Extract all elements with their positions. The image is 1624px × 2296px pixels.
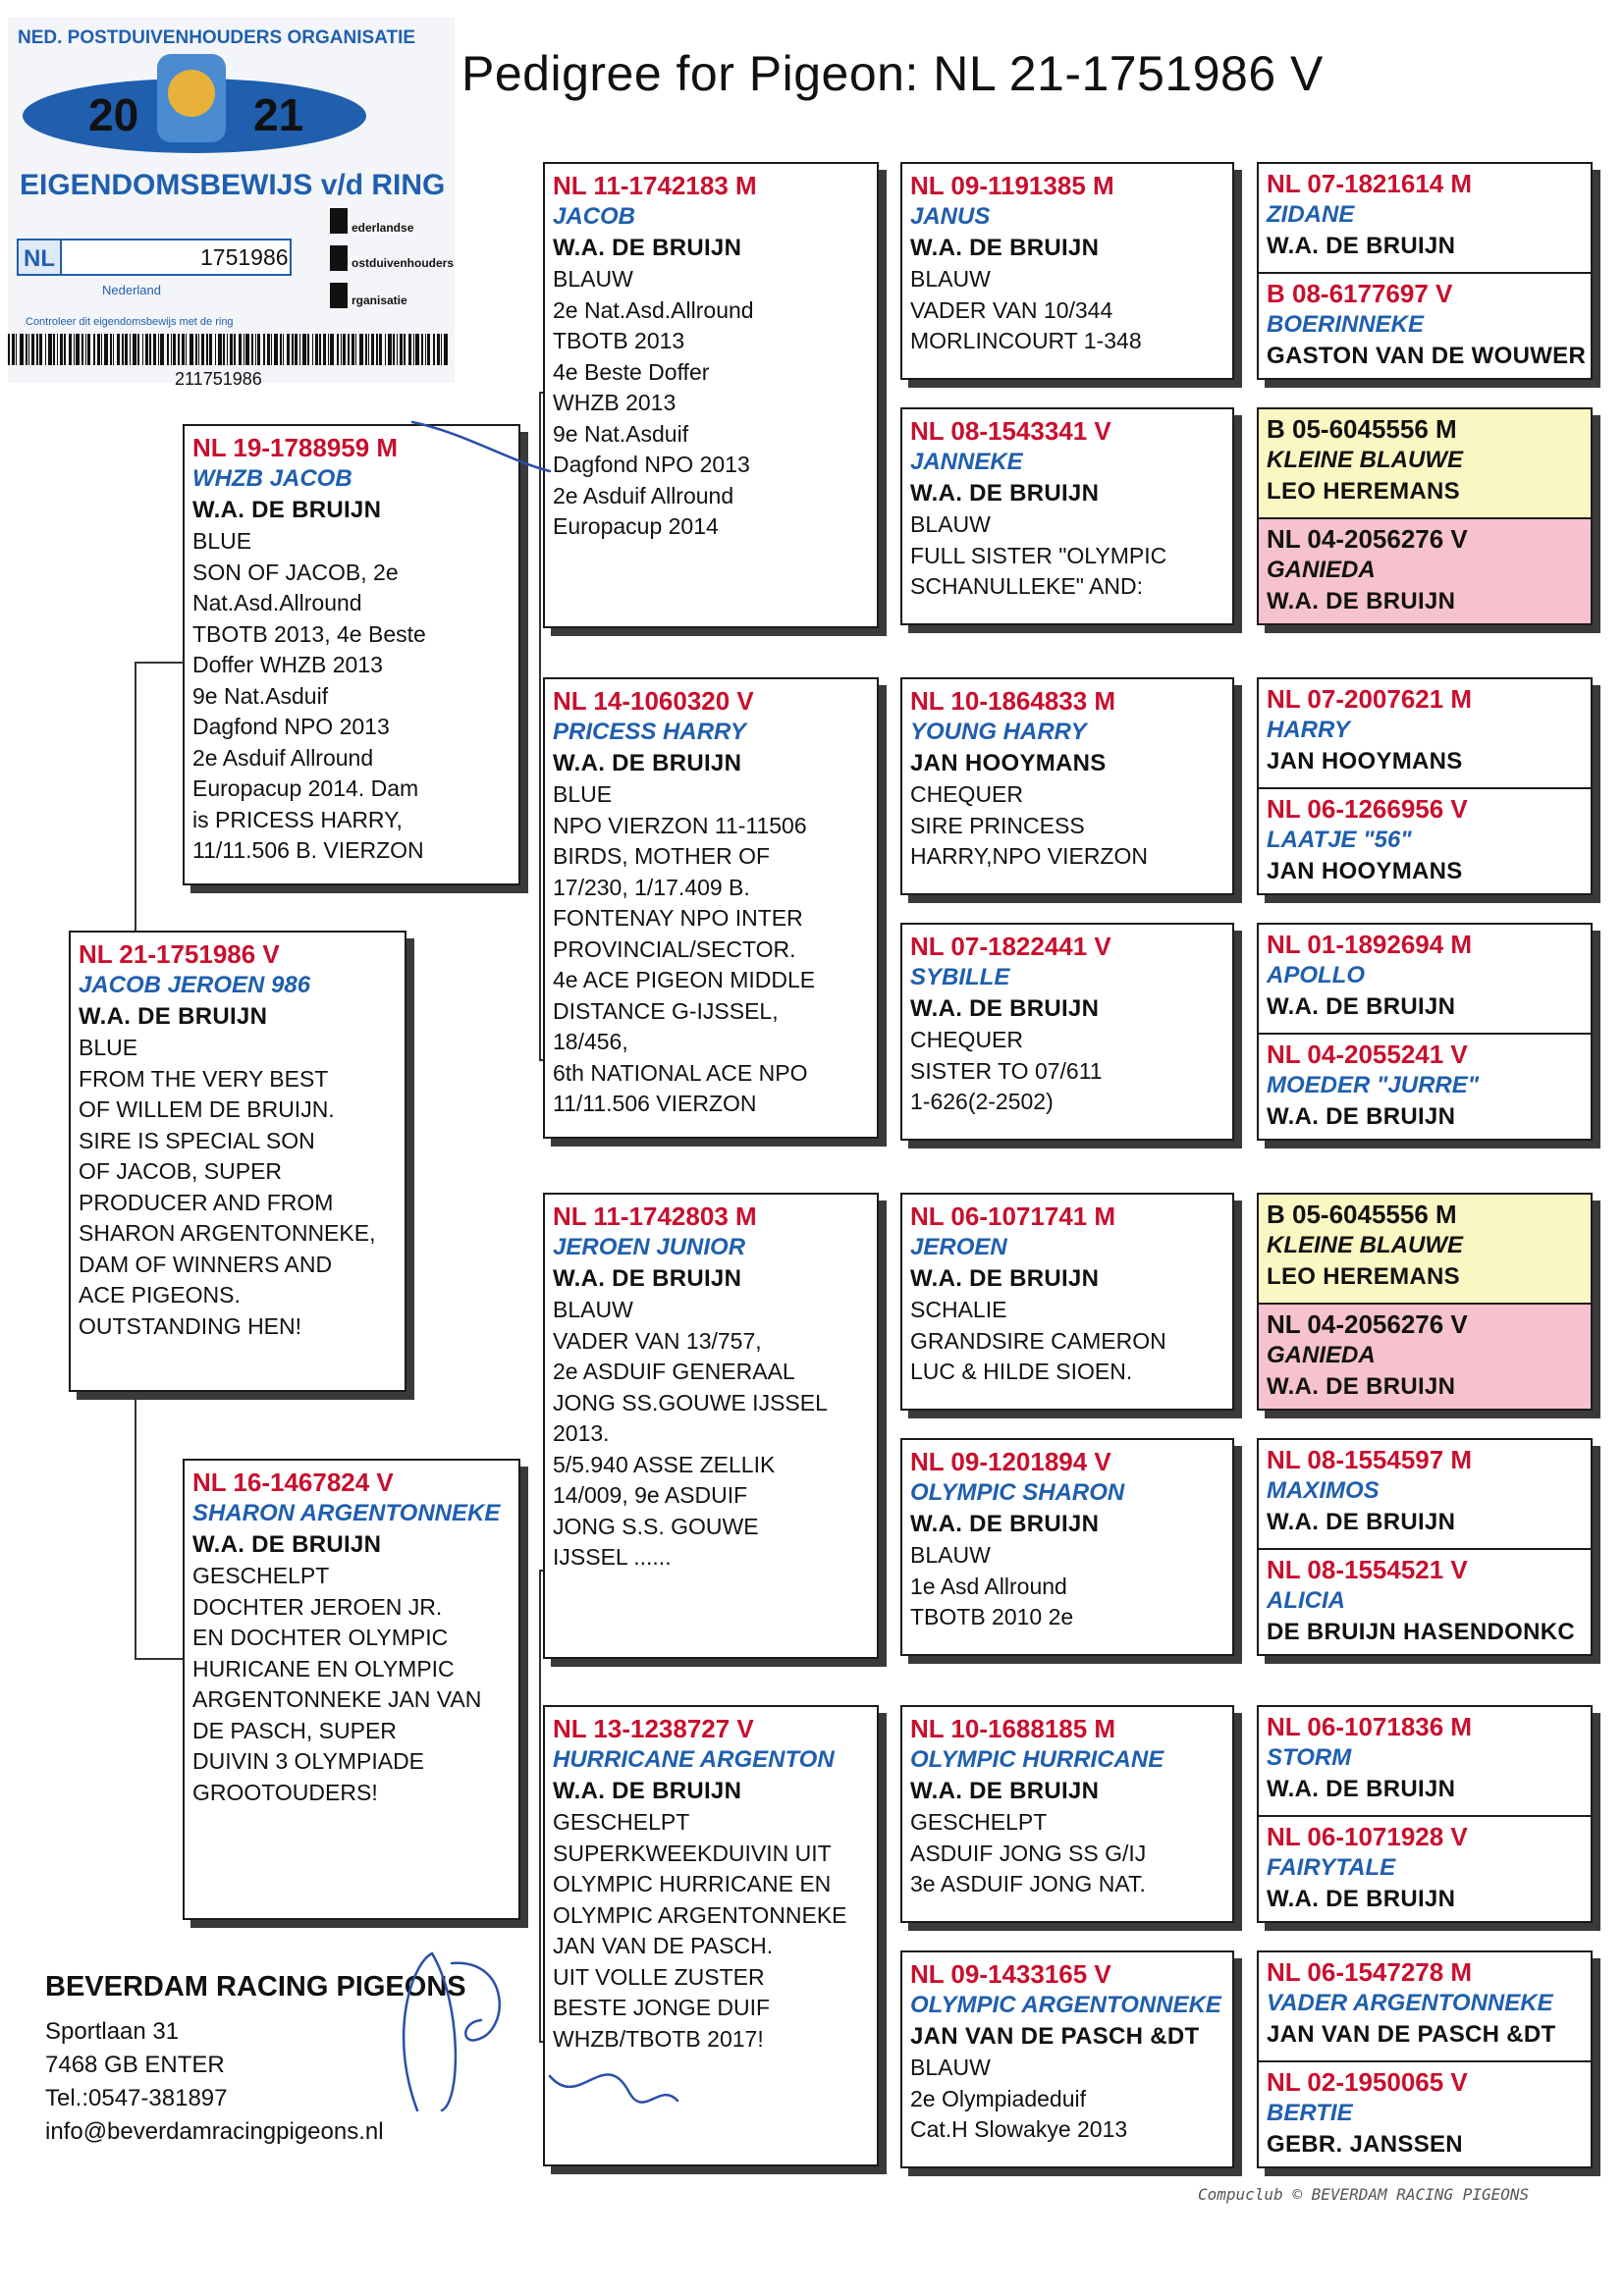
note-line: DISTANCE G-IJSSEL, (553, 997, 779, 1024)
note-line: OUTSTANDING HEN! (79, 1312, 302, 1339)
address-street: Sportlaan 31 (45, 2018, 180, 2045)
pigeon-id: NL 11-1742803 M (553, 1201, 757, 1231)
pigeon-breeder: W.A. DE BRUIJN (1267, 1886, 1456, 1912)
note-line: FULL SISTER "OLYMPIC (910, 542, 1167, 568)
pigeon-name: BERTIE (1267, 2100, 1353, 2126)
phone: Tel.:0547-381897 (45, 2085, 228, 2111)
pigeon-breeder: W.A. DE BRUIJN (192, 1531, 382, 1558)
note-line: 1-626(2-2502) (910, 1089, 1054, 1114)
pigeon-breeder: W.A. DE BRUIJN (1267, 1776, 1456, 1802)
pigeon-name: JANNEKE (910, 449, 1023, 475)
pigeon-name: JACOB JEROEN 986 (79, 972, 311, 998)
note-line: GESCHELPT (553, 1809, 690, 1835)
pigeon-id: NL 06-1071836 M (1267, 1712, 1473, 1741)
pigeon-breeder: W.A. DE BRUIJN (910, 1778, 1100, 1804)
note-line: ACE PIGEONS. (79, 1282, 241, 1308)
cert-ring-number: 1751986 (200, 244, 289, 270)
pigeon-name: YOUNG HARRY (910, 719, 1087, 745)
note-line: 11/11.506 B. VIERZON (192, 837, 424, 863)
note-line: 1e Asd Allround (910, 1573, 1067, 1599)
pigeon-breeder: JAN HOOYMANS (910, 750, 1107, 776)
pigeon-id: NL 04-2056276 V (1267, 1309, 1468, 1339)
pigeon-breeder: W.A. DE BRUIJN (553, 1265, 742, 1292)
pigeon-id: NL 11-1742183 M (553, 171, 757, 200)
pigeon-name: SYBILLE (910, 964, 1010, 990)
note-line: GESCHELPT (192, 1563, 330, 1588)
pigeon-name: JACOB (553, 203, 636, 230)
company-name: BEVERDAM RACING PIGEONS (45, 1971, 466, 2002)
pigeon-id: NL 10-1688185 M (910, 1714, 1116, 1743)
note-line: NPO VIERZON 11-11506 (553, 812, 807, 838)
pigeon-id: NL 09-1201894 V (910, 1447, 1111, 1476)
note-line: FROM THE VERY BEST (79, 1065, 329, 1092)
pigeon-name: BOERINNEKE (1267, 311, 1425, 338)
cert-logo-line-3: rganisatie (352, 294, 407, 307)
note-line: 18/456, (553, 1029, 628, 1054)
note-line: DE PASCH, SUPER (192, 1717, 397, 1743)
note-line: SUPERKWEEKDUIVIN UIT (553, 1840, 832, 1866)
pigeon-breeder: GEBR. JANSSEN (1267, 2131, 1463, 2158)
note-line: 6th NATIONAL ACE NPO (553, 1059, 808, 1086)
pigeon-name: JEROEN (910, 1234, 1007, 1260)
note-line: 2e Asduif Allround (553, 482, 734, 508)
pigeon-name: WHZB JACOB (192, 465, 352, 492)
cert-nederland: Nederland (102, 283, 161, 297)
pigeon-id: NL 01-1892694 M (1267, 930, 1473, 959)
pigeon-breeder: W.A. DE BRUIJN (553, 750, 742, 776)
note-line: BESTE JONGE DUIF (553, 1995, 771, 2020)
note-line: Europacup 2014. Dam (192, 775, 419, 801)
note-line: HARRY,NPO VIERZON (910, 843, 1148, 869)
note-line: Cat.H Slowakye 2013 (910, 2116, 1128, 2142)
note-line: PRODUCER AND FROM (79, 1189, 334, 1215)
pigeon-id: B 05-6045556 M (1267, 1200, 1457, 1229)
pigeon-name: MAXIMOS (1267, 1477, 1380, 1504)
note-line: 4e ACE PIGEON MIDDLE (553, 967, 816, 992)
cert-logo-line-2: ostduivenhouders (352, 256, 455, 270)
note-line: DUIVIN 3 OLYMPIADE (192, 1748, 425, 1774)
pigeon-breeder: W.A. DE BRUIJN (1267, 993, 1456, 1020)
note-line: SIRE IS SPECIAL SON (79, 1127, 315, 1153)
pigeon-id: NL 07-1821614 M (1267, 169, 1473, 198)
note-line: BLAUW (910, 1542, 991, 1568)
note-line: 14/009, 9e ASDUIF (553, 1482, 748, 1508)
pigeon-breeder: JAN VAN DE PASCH &DT (910, 2023, 1200, 2050)
pigeon-name: GANIEDA (1267, 557, 1376, 583)
pigeon-id: NL 09-1191385 M (910, 171, 1114, 200)
note-line: 2e ASDUIF GENERAAL (553, 1359, 795, 1384)
pigeon-name: JEROEN JUNIOR (553, 1234, 746, 1260)
note-line: BLUE (79, 1035, 138, 1060)
note-line: UIT VOLLE ZUSTER (553, 1963, 765, 1990)
pigeon-name: VADER ARGENTONNEKE (1267, 1990, 1553, 2016)
note-line: 2e Olympiadeduif (910, 2085, 1086, 2111)
pigeon-breeder: W.A. DE BRUIJN (910, 235, 1100, 261)
pigeon-name: OLYMPIC SHARON (910, 1479, 1125, 1506)
pigeon-id: NL 07-1822441 V (910, 932, 1111, 961)
address-city: 7468 GB ENTER (45, 2052, 225, 2078)
pigeon-breeder: W.A. DE BRUIJN (1267, 588, 1456, 614)
note-line: LUC & HILDE SIOEN. (910, 1359, 1133, 1384)
note-line: BLUE (553, 781, 613, 807)
pigeon-id: NL 06-1071741 M (910, 1201, 1116, 1231)
cert-org: NED. POSTDUIVENHOUDERS ORGANISATIE (18, 27, 416, 48)
note-line: TBOTB 2013, 4e Beste (192, 620, 426, 647)
note-line: OF WILLEM DE BRUIJN. (79, 1096, 335, 1122)
note-line: MORLINCOURT 1-348 (910, 328, 1142, 353)
note-line: 2013. (553, 1420, 610, 1446)
pigeon-id: NL 08-1554521 V (1267, 1555, 1468, 1584)
note-line: 11/11.506 VIERZON (553, 1091, 757, 1116)
pigeon-id: NL 19-1788959 M (192, 433, 399, 462)
pigeon-name: OLYMPIC ARGENTONNEKE (910, 1992, 1221, 2018)
note-line: OLYMPIC ARGENTONNEKE (553, 1901, 847, 1928)
pigeon-id: NL 16-1467824 V (192, 1468, 394, 1497)
note-line: GRANDSIRE CAMERON (910, 1327, 1166, 1354)
note-line: WHZB/TBOTB 2017! (553, 2025, 764, 2052)
pigeon-breeder: W.A. DE BRUIJN (910, 1265, 1100, 1292)
note-line: VADER VAN 13/757, (553, 1327, 762, 1354)
note-line: Dagfond NPO 2013 (192, 714, 390, 739)
note-line: PROVINCIAL/SECTOR. (553, 935, 796, 962)
pigeon-name: MOEDER "JURRE" (1267, 1072, 1480, 1098)
pigeon-name: OLYMPIC HURRICANE (910, 1746, 1164, 1773)
note-line: Nat.Asd.Allround (192, 590, 362, 615)
note-line: 4e Beste Doffer (553, 358, 710, 385)
pigeon-breeder: JAN HOOYMANS (1267, 748, 1463, 774)
pigeon-id: NL 08-1554597 M (1267, 1445, 1473, 1474)
pigeon-id: NL 06-1071928 V (1267, 1822, 1468, 1851)
note-line: OLYMPIC HURRICANE EN (553, 1871, 832, 1896)
note-line: ARGENTONNEKE JAN VAN (192, 1686, 482, 1712)
note-line: DOCHTER JEROEN JR. (192, 1593, 443, 1620)
pigeon-name: GANIEDA (1267, 1342, 1376, 1368)
note-line: JONG S.S. GOUWE (553, 1513, 759, 1539)
note-line: 9e Nat.Asduif (553, 420, 689, 447)
note-line: 2e Nat.Asd.Allround (553, 296, 754, 323)
pigeon-breeder: W.A. DE BRUIJN (1267, 233, 1456, 259)
note-line: CHEQUER (910, 781, 1024, 807)
note-line: GROOTOUDERS! (192, 1779, 378, 1805)
note-line: BLAUW (553, 266, 633, 292)
pigeon-name: ZIDANE (1267, 201, 1355, 228)
note-line: BLUE (192, 528, 252, 554)
pigeon-breeder: DE BRUIJN HASENDONKC (1267, 1619, 1576, 1645)
note-line: BLAUW (553, 1297, 633, 1322)
note-line: 2e Asduif Allround (192, 744, 374, 771)
pigeon-name: HARRY (1267, 717, 1350, 743)
cert-logo-line-1: ederlandse (352, 221, 414, 235)
note-line: WHZB 2013 (553, 390, 677, 415)
pigeon-id: NL 06-1547278 M (1267, 1957, 1473, 1987)
pigeon-id: NL 09-1433165 V (910, 1959, 1111, 1989)
pigeon-id: NL 04-2056276 V (1267, 524, 1468, 554)
note-line: 17/230, 1/17.409 B. (553, 874, 750, 900)
note-line: is PRICESS HARRY, (192, 806, 403, 832)
note-line: 3e ASDUIF JONG NAT. (910, 1871, 1146, 1896)
note-line: DAM OF WINNERS AND (79, 1251, 333, 1277)
note-line: SON OF JACOB, 2e (192, 559, 399, 585)
note-line: HURICANE EN OLYMPIC (192, 1655, 455, 1682)
pigeon-breeder: LEO HEREMANS (1267, 1263, 1460, 1290)
note-line: Dagfond NPO 2013 (553, 452, 750, 477)
note-line: JONG SS.GOUWE IJSSEL (553, 1389, 828, 1415)
note-line: SIRE PRINCESS (910, 812, 1085, 838)
pigeon-id: NL 08-1543341 V (910, 416, 1111, 446)
note-line: SHARON ARGENTONNEKE, (79, 1220, 376, 1246)
pigeon-id: NL 06-1266956 V (1267, 794, 1468, 824)
pigeon-id: NL 21-1751986 V (79, 939, 280, 969)
pigeon-breeder: GASTON VAN DE WOUWER (1267, 343, 1587, 369)
note-line: SCHANULLEKE" AND: (910, 573, 1143, 599)
note-line: TBOTB 2010 2e (910, 1604, 1074, 1629)
pigeon-id: NL 07-2007621 M (1267, 684, 1473, 714)
pigeon-id: NL 13-1238727 V (553, 1714, 754, 1743)
pigeon-breeder: JAN VAN DE PASCH &DT (1267, 2021, 1556, 2048)
cert-country: NL (24, 245, 55, 272)
pigeon-id: B 08-6177697 V (1267, 279, 1453, 308)
note-line: GESCHELPT (910, 1809, 1048, 1835)
pigeon-name: APOLLO (1267, 962, 1365, 988)
note-line: FONTENAY NPO INTER (553, 905, 803, 931)
note-line: OF JACOB, SUPER (79, 1158, 283, 1184)
pigeon-breeder: W.A. DE BRUIJN (910, 995, 1100, 1022)
pigeon-name: LAATJE "56" (1267, 827, 1412, 853)
pigeon-name: PRICESS HARRY (553, 719, 746, 745)
note-line: Doffer WHZB 2013 (192, 652, 383, 677)
pigeon-name: KLEINE BLAUWE (1267, 447, 1463, 473)
email: info@beverdamracingpigeons.nl (45, 2118, 384, 2145)
note-line: VADER VAN 10/344 (910, 296, 1113, 323)
pigeon-id: NL 10-1864833 M (910, 686, 1116, 716)
pigeon-id: NL 04-2055241 V (1267, 1040, 1468, 1069)
pigeon-breeder: LEO HEREMANS (1267, 478, 1460, 505)
pigeon-name: FAIRYTALE (1267, 1854, 1396, 1881)
note-line: SCHALIE (910, 1297, 1007, 1322)
note-line: BIRDS, MOTHER OF (553, 843, 771, 869)
pigeon-breeder: W.A. DE BRUIJN (1267, 1509, 1456, 1535)
note-line: BLAUW (910, 2055, 991, 2080)
pigeon-breeder: W.A. DE BRUIJN (910, 480, 1100, 507)
pigeon-name: HURRICANE ARGENTON (553, 1746, 835, 1773)
pigeon-name: SHARON ARGENTONNEKE (192, 1500, 501, 1526)
pigeon-breeder: W.A. DE BRUIJN (1267, 1373, 1456, 1400)
pigeon-breeder: W.A. DE BRUIJN (192, 497, 382, 523)
cert-heading: EIGENDOMSBEWIJS v/d RING (20, 169, 446, 201)
note-line: 9e Nat.Asduif (192, 682, 329, 709)
pigeon-name: ALICIA (1267, 1587, 1345, 1614)
pigeon-breeder: W.A. DE BRUIJN (1267, 1103, 1456, 1130)
pigeon-id: NL 14-1060320 V (553, 686, 754, 716)
note-line: ASDUIF JONG SS G/IJ (910, 1840, 1147, 1866)
note-line: IJSSEL ...... (553, 1544, 672, 1570)
note-line: 5/5.940 ASSE ZELLIK (553, 1451, 776, 1477)
pigeon-breeder: JAN HOOYMANS (1267, 858, 1463, 884)
note-line: CHEQUER (910, 1027, 1024, 1052)
pigeon-breeder: W.A. DE BRUIJN (553, 1778, 742, 1804)
note-line: BLAUW (910, 511, 991, 537)
note-line: BLAUW (910, 266, 991, 292)
pigeon-name: JANUS (910, 203, 991, 230)
note-line: SISTER TO 07/611 (910, 1057, 1103, 1084)
pigeon-breeder: W.A. DE BRUIJN (79, 1003, 268, 1030)
note-line: EN DOCHTER OLYMPIC (192, 1625, 449, 1650)
cert-year-left: 20 (88, 89, 139, 140)
pigeon-id: NL 02-1950065 V (1267, 2067, 1468, 2097)
page-title: Pedigree for Pigeon: NL 21-1751986 V (461, 46, 1324, 101)
software-credit: Compuclub © BEVERDAM RACING PIGEONS (1198, 2185, 1530, 2204)
pigeon-breeder: W.A. DE BRUIJN (553, 235, 742, 261)
note-line: TBOTB 2013 (553, 328, 685, 353)
pigeon-id: B 05-6045556 M (1267, 414, 1457, 444)
cert-barcode-number: 211751986 (175, 369, 262, 389)
pigeon-name: KLEINE BLAUWE (1267, 1232, 1463, 1258)
cert-note: Controleer dit eigendomsbewijs met de ring (26, 316, 234, 328)
note-line: Europacup 2014 (553, 513, 719, 539)
pigeon-name: STORM (1267, 1744, 1352, 1771)
note-line: JAN VAN DE PASCH. (553, 1933, 774, 1958)
pigeon-breeder: W.A. DE BRUIJN (910, 1511, 1100, 1537)
cert-year-right: 21 (253, 89, 304, 140)
